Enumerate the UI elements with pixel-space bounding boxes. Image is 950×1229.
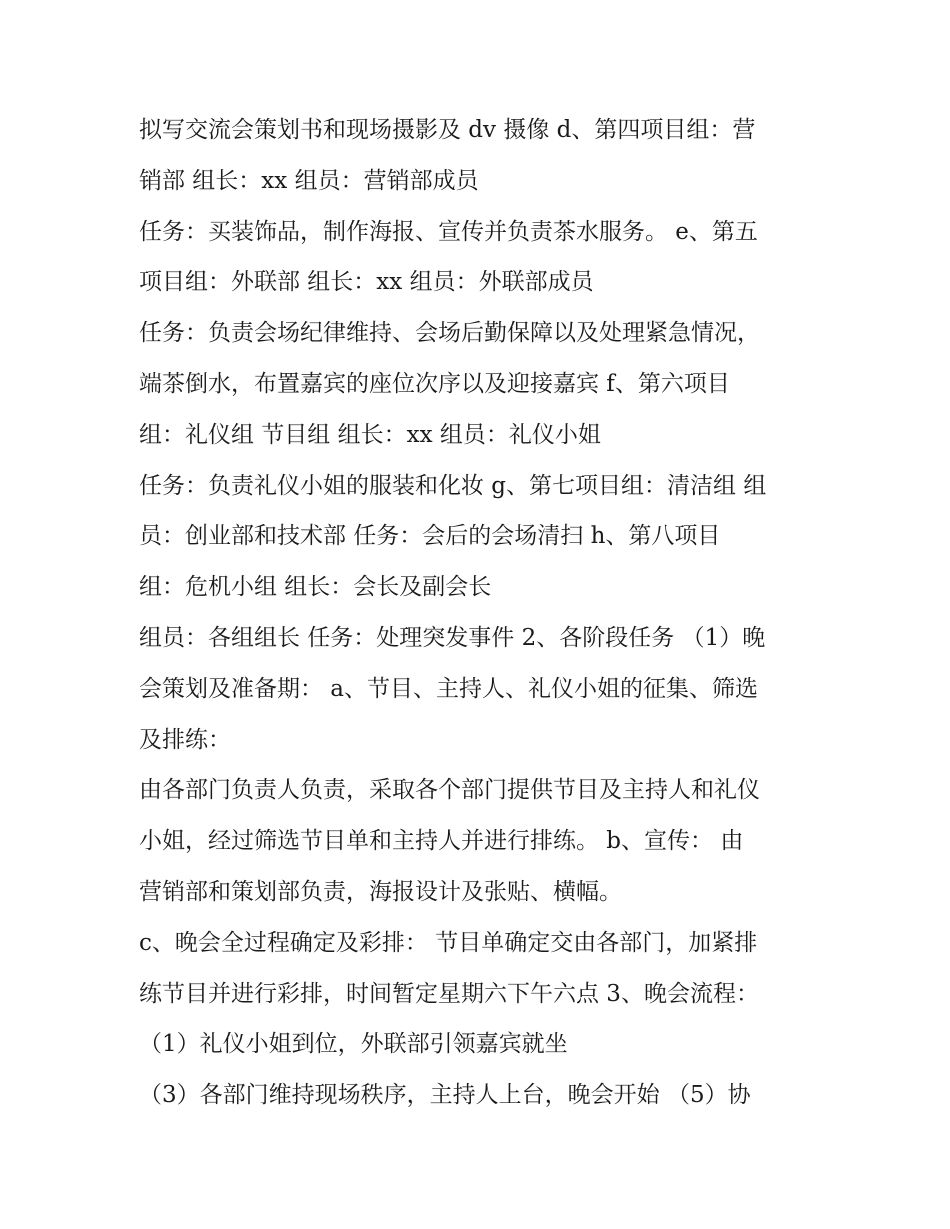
text-line: 及排练： (139, 726, 231, 753)
text-line: 销部 组长：xx 组员：营销部成员 (139, 167, 479, 194)
text-line: 任务：负责会场纪律维持、会场后勤保障以及处理紧急情况， (139, 320, 760, 347)
text-line: 组：礼仪组 节目组 组长：xx 组员：礼仪小姐 (139, 421, 601, 448)
text-line: 拟写交流会策划书和现场摄影及 dv 摄像 d、第四项目组：营 (139, 117, 756, 143)
text-line: 组员：各组组长 任务：处理突发事件 2、各阶段任务 （1）晚 (139, 624, 766, 651)
text-line: 任务：买装饰品，制作海报、宣传并负责茶水服务。 e、第五 (139, 218, 758, 245)
text-line: 练节目并进行彩排，时间暂定星期六下午六点 3、晚会流程： (139, 980, 759, 1007)
text-line: 员：创业部和技术部 任务：会后的会场清扫 h、第八项目 (139, 523, 721, 550)
text-line: 任务：负责礼仪小姐的服装和化妆 g、第七项目组：清洁组 组 (139, 472, 767, 499)
text-line: 营销部和策划部负责，海报设计及张贴、横幅。 (139, 878, 622, 905)
text-line: 会策划及准备期： a、节目、主持人、礼仪小姐的征集、筛选 (139, 675, 759, 702)
text-line: 项目组：外联部 组长：xx 组员：外联部成员 (139, 269, 594, 296)
text-line: （3）各部门维持现场秩序，主持人上台，晚会开始 （5）协 (139, 1082, 751, 1109)
text-line: （1）礼仪小姐到位，外联部引领嘉宾就坐 (139, 1031, 568, 1058)
text-line: c、晚会全过程确定及彩排： 节目单确定交由各部门，加紧排 (139, 929, 758, 956)
text-line: 小姐，经过筛选节目单和主持人并进行排练。 b、宣传： 由 (139, 828, 744, 855)
document-body (139, 105, 829, 1121)
text-line: 端茶倒水，布置嘉宾的座位次序以及迎接嘉宾 f、第六项目 (139, 370, 730, 397)
text-line: 组：危机小组 组长：会长及副会长 (139, 574, 492, 601)
text-line: 由各部门负责人负责，采取各个部门提供节目及主持人和礼仪 (139, 777, 760, 804)
